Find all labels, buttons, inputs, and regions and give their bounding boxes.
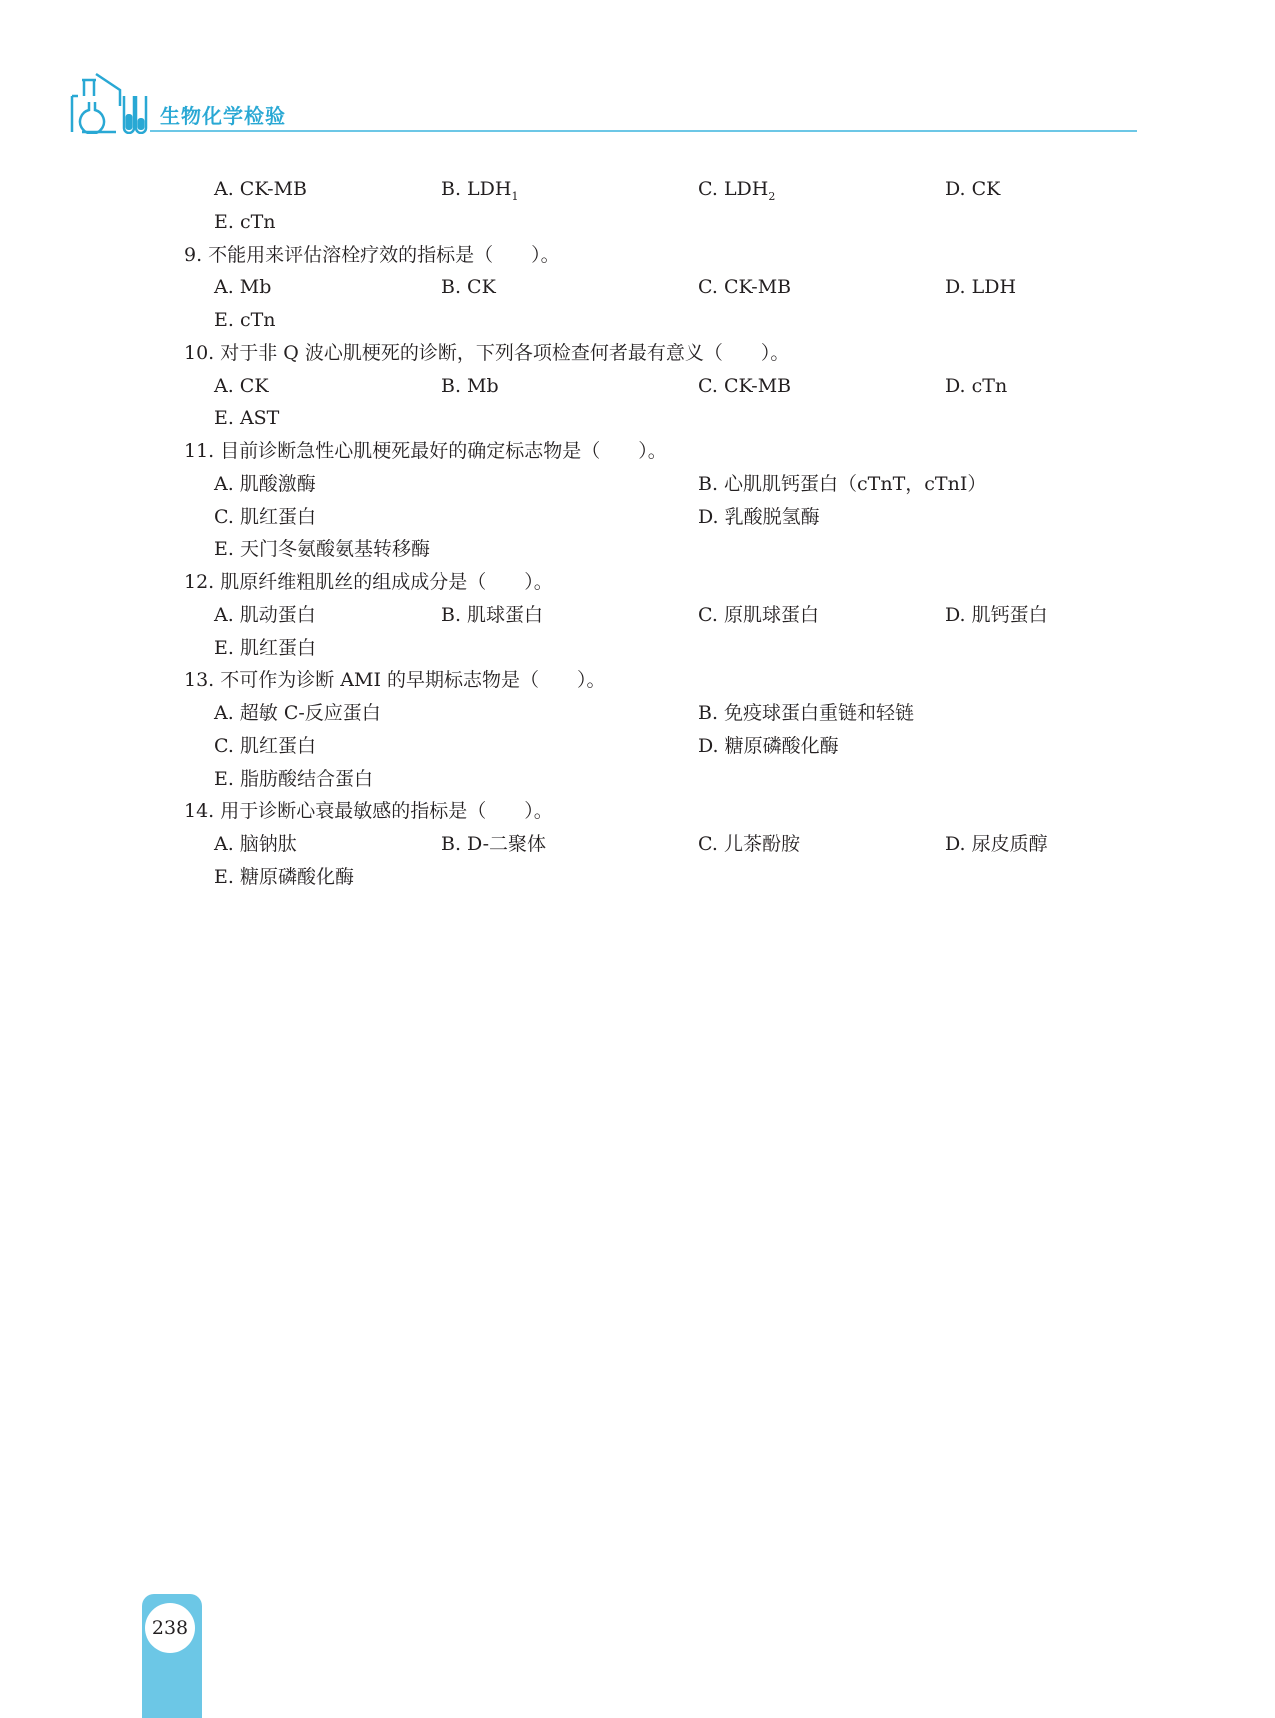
answer-option: [214, 271, 271, 304]
question-stem: 13. 不可作为诊断 AMI 的早期标志物是（ ）。: [184, 669, 606, 691]
answer-option: [698, 370, 791, 403]
answer-option: [945, 271, 1016, 304]
answer-option: [945, 173, 1000, 206]
option-text: E. cTn: [214, 211, 276, 233]
answer-option: [441, 599, 543, 632]
answer-option: [698, 828, 800, 861]
header-title: 生物化学检验: [160, 104, 286, 128]
answer-option: [214, 501, 316, 534]
option-text: D. 乳酸脱氢酶: [698, 506, 820, 528]
option-text: E. 脂肪酸结合蛋白: [214, 768, 373, 790]
option-text: B. 肌球蛋白: [441, 604, 544, 626]
question-stem: 10. 对于非 Q 波心肌梗死的诊断，下列各项检查何者最有意义（ ）。: [184, 342, 790, 364]
option-text: B. D-二聚体: [441, 833, 547, 855]
answer-option: [698, 173, 775, 206]
page-number: 238: [145, 1603, 195, 1653]
answer-option: [698, 468, 986, 501]
answer-option: [214, 697, 381, 730]
answer-option: [214, 599, 316, 632]
answer-option: [214, 206, 276, 239]
option-text: C. CK-MB: [698, 276, 792, 298]
answer-option: [214, 730, 316, 763]
option-text: C. 肌红蛋白: [214, 735, 316, 757]
question-stem: 9. 不能用来评估溶栓疗效的指标是（ ）。: [184, 244, 560, 266]
answer-option: [214, 533, 430, 566]
answer-option: [441, 828, 546, 861]
option-text: D. 糖原磷酸化酶: [698, 735, 839, 757]
option-text: A. 脑钠肽: [214, 833, 297, 855]
answer-option: [945, 599, 1048, 632]
option-text: C. CK-MB: [698, 375, 792, 397]
option-text: E. 糖原磷酸化酶: [214, 866, 354, 888]
answer-option: [214, 402, 279, 435]
option-text: B. LDH: [441, 178, 512, 200]
option-text: C. 肌红蛋白: [214, 506, 316, 528]
answer-option: [698, 501, 820, 534]
option-text: A. 超敏 C-反应蛋白: [214, 702, 381, 724]
question-stem: 14. 用于诊断心衰最敏感的指标是（ ）。: [184, 800, 553, 822]
option-text: E. cTn: [214, 309, 276, 331]
option-text: C. LDH: [698, 178, 769, 200]
answer-option: [214, 632, 316, 665]
option-text: C. 原肌球蛋白: [698, 604, 819, 626]
option-text: B. Mb: [441, 375, 499, 397]
option-text: D. 肌钙蛋白: [945, 604, 1048, 626]
answer-option: [441, 370, 499, 403]
option-subscript: 1: [511, 189, 519, 203]
option-text: E. AST: [214, 407, 280, 429]
answer-option: [698, 697, 914, 730]
option-text: B. CK: [441, 276, 496, 298]
answer-option: [214, 828, 297, 861]
question-stem: 12. 肌原纤维粗肌丝的组成成分是（ ）。: [184, 571, 553, 593]
option-subscript: 2: [768, 189, 776, 203]
option-text: B. 心肌肌钙蛋白（cTnT，cTnI）: [698, 473, 987, 495]
option-text: A. CK-MB: [214, 178, 307, 200]
answer-option: [214, 173, 307, 206]
answer-option: [698, 271, 791, 304]
option-text: D. CK: [945, 178, 1001, 200]
answer-option: [214, 861, 354, 894]
option-text: A. Mb: [214, 276, 272, 298]
option-text: D. cTn: [945, 375, 1008, 397]
answer-option: [945, 370, 1007, 403]
answer-option: [441, 271, 496, 304]
option-text: A. 肌酸激酶: [214, 473, 316, 495]
answer-option: [214, 370, 269, 403]
answer-option: [214, 304, 276, 337]
option-text: A. CK: [214, 375, 269, 397]
answer-option: [214, 763, 373, 796]
option-text: A. 肌动蛋白: [214, 604, 316, 626]
option-text: D. 尿皮质醇: [945, 833, 1048, 855]
question-stem: 11. 目前诊断急性心肌梗死最好的确定标志物是（ ）。: [184, 440, 667, 462]
answer-option: [214, 468, 316, 501]
option-text: C. 儿茶酚胺: [698, 833, 800, 855]
option-text: D. LDH: [945, 276, 1017, 298]
answer-option: [698, 599, 819, 632]
option-text: B. 免疫球蛋白重链和轻链: [698, 702, 915, 724]
option-text: E. 肌红蛋白: [214, 637, 316, 659]
answer-option: [441, 173, 518, 206]
answer-option: [698, 730, 839, 763]
answer-option: [945, 828, 1048, 861]
option-text: E. 天门冬氨酸氨基转移酶: [214, 538, 430, 560]
